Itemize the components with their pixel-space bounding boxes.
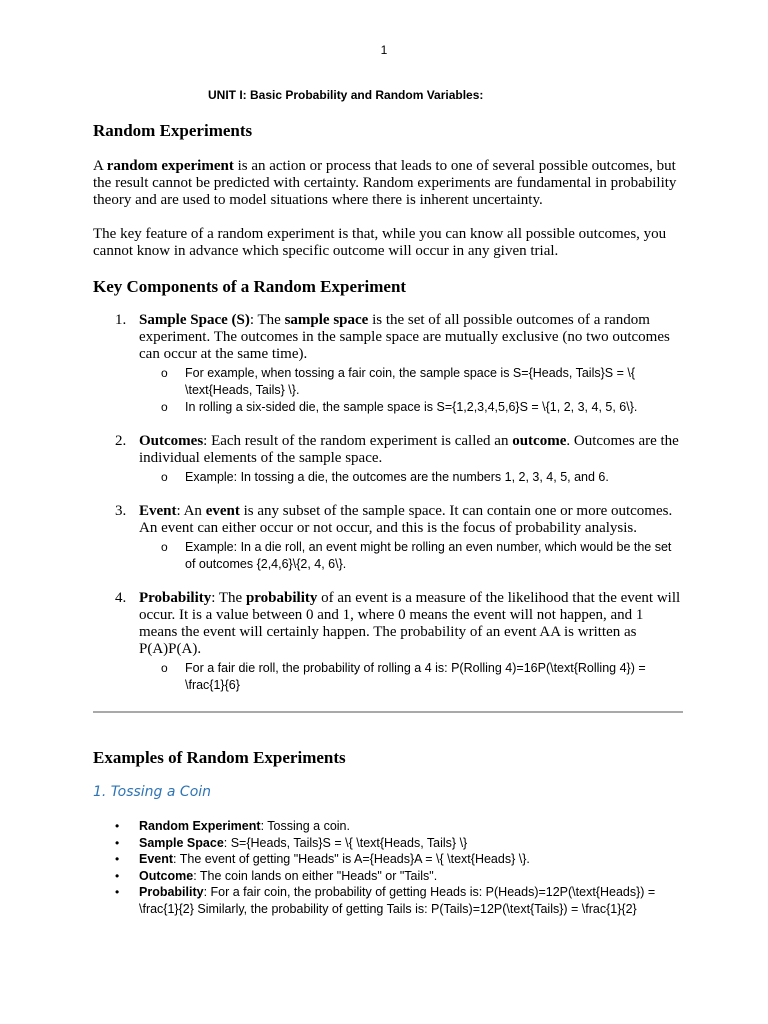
paragraph-key-feature: The key feature of a random experiment is that, while you can know all possible outcomes, you cannot know in advance which specific outcome will occur in any given trial. [93,226,667,259]
bold-term: Probability [139,590,212,606]
circle-bullet-icon: o [161,540,168,554]
section-heading-key-components: Key Components of a Random Experiment [93,277,407,296]
bold-term: Probability [139,885,204,899]
text-run: : Each result of the random experiment is called an [203,433,513,449]
list-number: 2. [115,433,127,449]
subheading-tossing-a-coin: 1. Tossing a Coin [93,784,212,800]
components-list [93,312,683,694]
text-run: : Tossing a coin. [260,819,350,833]
bullet-item [93,868,683,885]
bullet-dot-icon: • [115,885,120,899]
section-heading-random-experiments: Random Experiments [93,121,253,140]
text-run: : The [211,590,246,606]
sub-list-item [139,469,683,486]
coin-example-list [93,818,683,917]
list-item [93,433,683,486]
sub-list-item [139,660,683,694]
sub-item-text: Example: In a die roll, an event might be rolling an even number, which would be the set of outcomes {2,4,6}\{2, 4, 6\}. [185,540,672,571]
list-item [93,503,683,573]
bullet-item [93,851,683,868]
sub-list [139,539,683,573]
horizontal-divider [93,711,683,713]
text-run: : For a fair coin, the probability of getting Heads is: P(Heads)=12P(\text{Heads}) = \frac{1}{2} Similarly, the probability of getting Tails is: P(Tails)=12P(\text{Tails}) = \frac{1}{2} [139,885,656,916]
text-run: : S={Heads, Tails}S = \{ \text{Heads, Tails} \} [223,835,468,850]
sub-list [139,469,683,486]
sub-item-text: For example, when tossing a fair coin, the sample space is S={Heads, Tails}S = \{ \text{Heads, Tails} \}. [185,366,636,397]
bullet-dot-icon: • [115,819,120,833]
bold-term: Sample Space [139,835,224,850]
bold-term: outcome [512,433,567,449]
text-run: : The coin lands on either "Heads" or "Tails". [193,868,438,883]
section-heading-examples: Examples of Random Experiments [93,748,346,767]
text-run: : The [249,312,285,328]
text-run: is an action or process that leads to one of several possible outcomes, but the result cannot be predicted with certainty. Random experiments are fundamental in probability theory and are used to model situations where there is inherent uncertainty. [93,158,677,208]
bold-term: sample space [284,312,369,328]
bullet-dot-icon: • [115,852,120,866]
text-run: is any subset of the sample space. It can contain one or more outcomes. An event can either occur or not occur, and this is the focus of probability analysis. [139,503,673,536]
sub-list-item [139,539,683,573]
list-item [93,590,683,694]
list-number: 3. [115,503,127,519]
bullet-dot-icon: • [115,835,120,850]
circle-bullet-icon: o [161,470,168,484]
bold-term: Random Experiment [139,819,261,833]
circle-bullet-icon: o [161,400,168,414]
circle-bullet-icon: o [161,661,168,675]
bold-term: Sample Space (S) [139,312,250,328]
bold-term: Outcomes [139,433,204,449]
paragraph-definition [93,158,683,209]
bold-term: event [205,503,240,519]
sub-item-text: Example: In tossing a die, the outcomes are the numbers 1, 2, 3, 4, 5, and 6. [185,470,609,484]
bold-term: probability [245,590,318,606]
bold-term: Outcome [139,868,194,883]
sub-list [139,365,683,416]
text-run: . Outcomes are the individual elements of the sample space. [139,433,679,466]
list-number: 1. [115,312,127,328]
sub-list [139,660,683,694]
page-number: 1 [380,43,388,57]
list-item [93,312,683,416]
circle-bullet-icon: o [161,366,168,380]
bold-term: random experiment [106,158,234,174]
document-body [93,120,683,917]
bold-term: Event [139,852,174,866]
bullet-item [93,818,683,835]
sub-item-text: In rolling a six-sided die, the sample space is S={1,2,3,4,5,6}S = \{1, 2, 3, 4, 5, 6\}. [185,400,638,414]
sub-list-item [139,399,683,416]
sub-list-item [139,365,683,399]
sub-item-text: For a fair die roll, the probability of rolling a 4 is: P(Rolling 4)=16P(\text{Rolling 4}) = \frac{1}{6} [185,661,646,692]
text-run: A [93,158,107,174]
text-run: of an event is a measure of the likelihood that the event will occur. It is a value between 0 and 1, where 0 means the event will not happen, and 1 means the event will certainly happen. The probability of an event AA is written as P(A)P(A). [139,590,681,657]
bullet-item [93,835,683,852]
bullet-dot-icon: • [115,868,120,883]
text-run: : The event of getting "Heads" is A={Heads}A = \{ \text{Heads} \}. [173,852,530,866]
text-run: : An [176,503,206,519]
list-number: 4. [115,590,127,606]
unit-title: UNIT I: Basic Probability and Random Variables: [208,88,484,102]
bullet-item [93,884,683,917]
text-run: is the set of all possible outcomes of a random experiment. The outcomes in the sample space are mutually exclusive (no two outcomes can occur at the same time). [139,312,670,362]
bold-term: Event [139,503,177,519]
